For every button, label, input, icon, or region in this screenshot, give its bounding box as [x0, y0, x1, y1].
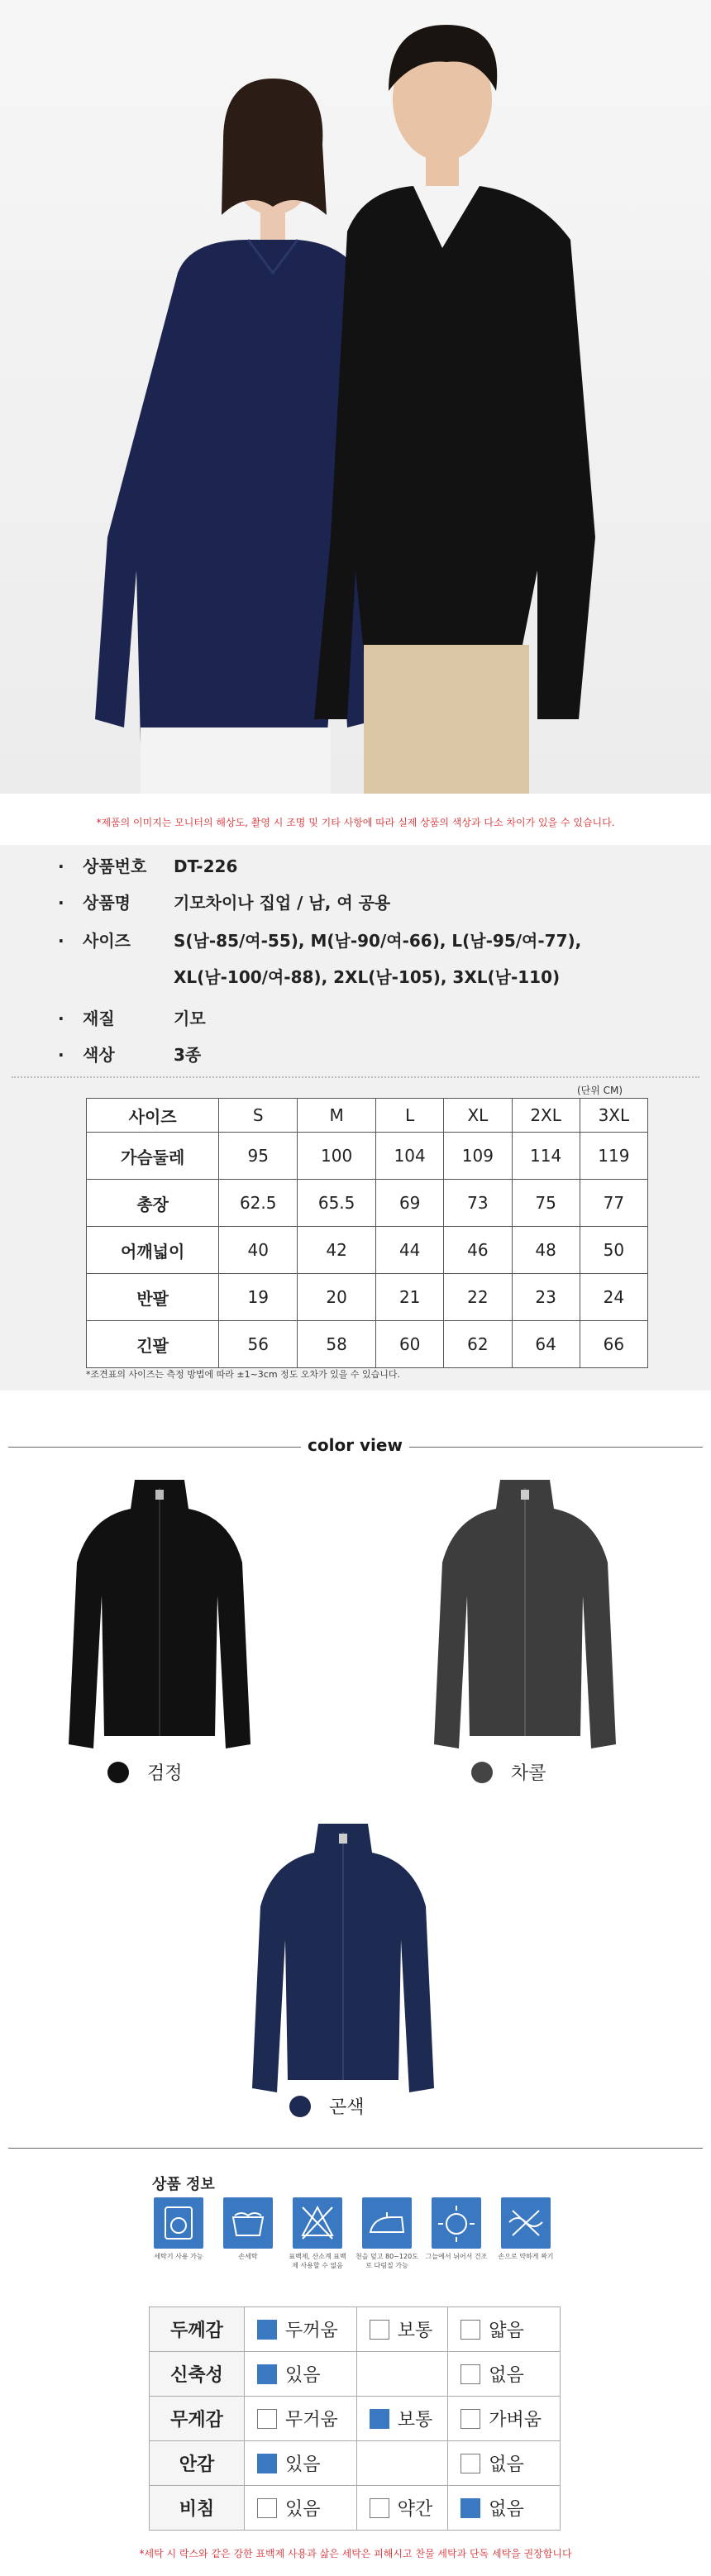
size-row-label: 긴팔: [87, 1321, 219, 1368]
hand-wash-icon: [223, 2197, 273, 2249]
size-cell: 56: [219, 1321, 298, 1368]
size-chart-row: [87, 1321, 648, 1368]
size-cell: 21: [376, 1274, 444, 1321]
size-cell: 44: [376, 1227, 444, 1274]
swatch-dot: [107, 1762, 129, 1783]
size-header-cell: 2XL: [512, 1099, 580, 1133]
checkbox-checked[interactable]: [460, 2498, 480, 2518]
size-row-label: 가슴둘레: [87, 1133, 219, 1180]
iron-icon: [362, 2197, 412, 2249]
checkbox-checked[interactable]: [257, 2454, 277, 2473]
checkbox[interactable]: [370, 2498, 389, 2518]
size-cell: 119: [580, 1133, 647, 1180]
spec-size-continued: XL(남-100/여-88), 2XL(남-105), 3XL(남-110): [174, 967, 561, 987]
attr-name: 무게감: [150, 2397, 245, 2441]
size-cell: 95: [219, 1133, 298, 1180]
size-header-cell: XL: [444, 1099, 512, 1133]
size-cell: 73: [444, 1180, 512, 1227]
attr-name: 비침: [150, 2486, 245, 2531]
swatch-charcoal[interactable]: 차콜: [471, 1759, 546, 1785]
checkbox[interactable]: [257, 2498, 277, 2518]
swatch-navy[interactable]: 곤색: [289, 2093, 365, 2119]
size-cell: 69: [376, 1180, 444, 1227]
attr-row-lining: 안감 있음 없음: [150, 2441, 561, 2486]
attr-row-thickness: 두께감 두꺼움 보통 얇음: [150, 2307, 561, 2352]
size-cell: 20: [298, 1274, 376, 1321]
size-chart-header-row: [87, 1099, 648, 1133]
checkbox[interactable]: [460, 2364, 480, 2384]
checkbox[interactable]: [460, 2409, 480, 2429]
size-cell: 24: [580, 1274, 647, 1321]
size-row-label: 어깨넓이: [87, 1227, 219, 1274]
attr-name: 안감: [150, 2441, 245, 2486]
care-caption: 표백제, 산소계 표백제 사용할 수 없음: [289, 2253, 346, 2269]
spec-color: · 색상 3종: [58, 1045, 202, 1065]
size-chart-note: *조견표의 사이즈는 측정 방법에 따라 ±1~3cm 정도 오차가 있을 수 있습니다.: [86, 1369, 401, 1380]
size-cell: 114: [512, 1133, 580, 1180]
no-wring-icon: [501, 2197, 551, 2249]
jacket-charcoal-image: [430, 1472, 620, 1753]
swatch-dot: [471, 1762, 493, 1783]
shade-dry-icon: [432, 2197, 481, 2249]
models-illustration: [0, 0, 711, 794]
checkbox[interactable]: [257, 2409, 277, 2429]
size-header-cell: M: [298, 1099, 376, 1133]
wash-warning: *세탁 시 락스와 같은 강한 표백제 사용과 삶은 세탁은 피해시고 찬물 세탁과 단독 세탁을 권장합니다: [139, 2548, 572, 2559]
hero-photo: [0, 0, 711, 794]
attr-row-sheerness: 비침 있음 약간 없음: [150, 2486, 561, 2531]
dotted-divider: [12, 1076, 699, 1078]
size-cell: 42: [298, 1227, 376, 1274]
size-cell: 75: [512, 1180, 580, 1227]
size-chart-row: [87, 1227, 648, 1274]
size-cell: 62: [444, 1321, 512, 1368]
swatch-dot: [289, 2096, 311, 2117]
size-cell: 22: [444, 1274, 512, 1321]
checkbox[interactable]: [460, 2320, 480, 2340]
care-caption: 천을 덮고 80~120도로 다림질 가능: [356, 2253, 418, 2269]
size-header-cell: L: [376, 1099, 444, 1133]
size-chart-row: [87, 1180, 648, 1227]
color-view-title: color view: [301, 1435, 409, 1455]
size-chart-row: [87, 1133, 648, 1180]
checkbox-checked[interactable]: [370, 2409, 389, 2429]
size-chart-table: [86, 1098, 648, 1368]
size-header-cell: S: [219, 1099, 298, 1133]
spec-product-number: · 상품번호 DT-226: [58, 856, 238, 876]
washing-machine-icon: [154, 2197, 203, 2249]
care-caption: 손으로 약하게 짜기: [498, 2253, 554, 2260]
size-cell: 66: [580, 1321, 647, 1368]
size-cell: 65.5: [298, 1180, 376, 1227]
size-cell: 19: [219, 1274, 298, 1321]
size-cell: 64: [512, 1321, 580, 1368]
size-cell: 60: [376, 1321, 444, 1368]
jacket-black-image: [64, 1472, 255, 1753]
size-cell: 48: [512, 1227, 580, 1274]
care-caption: 손세탁: [238, 2253, 258, 2260]
checkbox[interactable]: [460, 2454, 480, 2473]
care-section-title: 상품 정보: [152, 2176, 215, 2193]
size-cell: 104: [376, 1133, 444, 1180]
size-cell: 50: [580, 1227, 647, 1274]
jacket-navy-image: [248, 1815, 438, 2097]
checkbox-checked[interactable]: [257, 2320, 277, 2340]
size-cell: 62.5: [219, 1180, 298, 1227]
care-divider: [8, 2148, 703, 2149]
size-cell: 46: [444, 1227, 512, 1274]
attr-row-weight: 무게감 무거움 보통 가벼움: [150, 2397, 561, 2441]
spec-size: · 사이즈 S(남-85/여-55), M(남-90/여-66), L(남-95/여-77),: [58, 931, 582, 951]
size-row-label: 총장: [87, 1180, 219, 1227]
no-bleach-icon: [293, 2197, 342, 2249]
size-header-cell: 3XL: [580, 1099, 647, 1133]
image-disclaimer: *제품의 이미지는 모니터의 해상도, 촬영 시 조명 및 기타 사항에 따라 실제 상품의 색상과 다소 차이가 있을 수 있습니다.: [96, 817, 615, 828]
size-cell: 58: [298, 1321, 376, 1368]
size-row-label: 반팔: [87, 1274, 219, 1321]
size-cell: 109: [444, 1133, 512, 1180]
fabric-attributes-table: [149, 2306, 561, 2531]
attr-name: 신축성: [150, 2352, 245, 2397]
care-caption: 세탁기 사용 가능: [154, 2253, 203, 2260]
size-cell: 23: [512, 1274, 580, 1321]
size-cell: 40: [219, 1227, 298, 1274]
attr-row-stretch: 신축성 있음 없음: [150, 2352, 561, 2397]
size-chart-row: [87, 1274, 648, 1321]
size-header-cell: 사이즈: [87, 1099, 219, 1133]
size-cell: 100: [298, 1133, 376, 1180]
attr-name: 두께감: [150, 2307, 245, 2352]
care-caption: 그늘에서 뉘어서 건조: [425, 2253, 488, 2260]
size-cell: 77: [580, 1180, 647, 1227]
spec-product-name: · 상품명 기모차이나 집업 / 남, 여 공용: [58, 893, 391, 913]
checkbox[interactable]: [370, 2320, 389, 2340]
swatch-black[interactable]: 검정: [107, 1759, 183, 1785]
checkbox-checked[interactable]: [257, 2364, 277, 2384]
spec-material: · 재질 기모: [58, 1009, 206, 1028]
size-unit-label: (단위 CM): [577, 1085, 623, 1096]
